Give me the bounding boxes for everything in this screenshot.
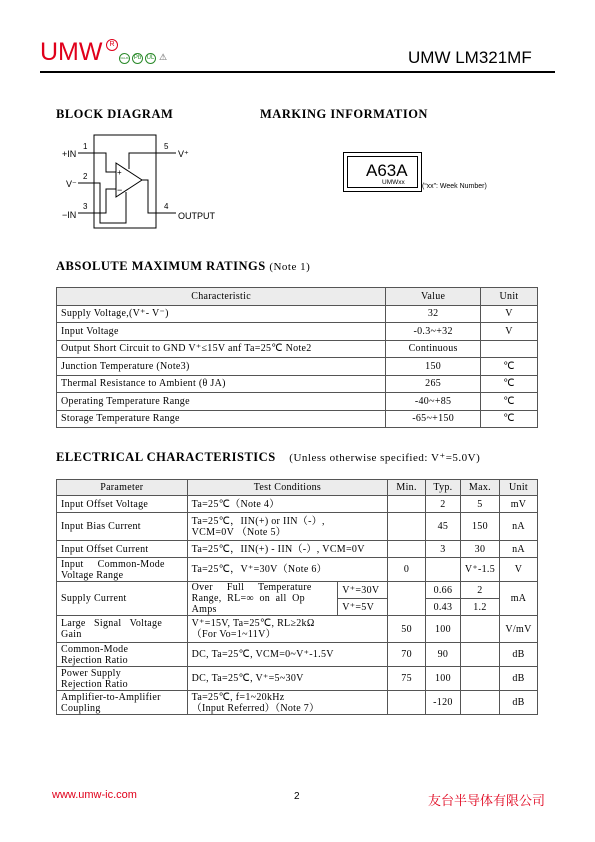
cell-line: Input Common-Mode [61,558,165,570]
table-cell: Thermal Resistance to Ambient (θ JA) [57,375,386,393]
table-cell: V/mV [500,616,538,643]
marking-code: A63A [366,161,408,180]
col-header: Unit [481,288,538,306]
table-cell: -40~+85 [386,393,481,411]
table-cell [57,643,188,667]
table-cell [460,643,499,667]
table-cell: Output Short Circuit to GND V⁺≤15V anf Ta=25℃ Note2 [57,340,386,358]
in-minus-wire [94,189,116,213]
pb-free-icon: Pb [132,53,143,64]
table-cell: Operating Temperature Range [57,393,386,411]
table-cell: 90 [426,643,461,667]
table-cell [388,582,426,616]
table-row [57,375,538,393]
table-cell: V [481,323,538,341]
table-cell: Supply Current [57,582,188,616]
cell-line: Coupling [61,702,101,714]
col-header: Test Conditions [187,480,388,496]
col-header: Parameter [57,480,188,496]
col-header: Unit [500,480,538,496]
part-number: UMW LM321MF [408,48,532,67]
cell-line: Amplifier-to-Amplifier [61,691,161,703]
cell-line: VCM=0V （Note 5） [191,526,287,538]
table-cell: V [481,305,538,323]
table-cell: Continuous [386,340,481,358]
table-cell: V⁺-1.5 [460,558,499,582]
in-plus-wire [94,153,116,172]
table-cell [481,340,538,358]
table-cell: Junction Temperature (Note3) [57,358,386,376]
table-cell: 265 [386,375,481,393]
cell-line: Power Supply [61,667,121,679]
table-cell [460,616,499,643]
table-cell: -65~+150 [386,410,481,428]
table-cell [57,691,188,715]
cell-line: Common-Mode [61,643,129,655]
pin3-label: −IN [62,210,77,220]
warning-icon: ⚠ [158,52,168,62]
table-cell: dB [500,667,538,691]
cell-line: Voltage Range [61,569,124,581]
table-cell: 150 [386,358,481,376]
marking-note: (“xx”: Week Number) [422,183,487,190]
table-cell: nA [500,541,538,558]
table-cell: Input Offset Current [57,541,188,558]
table-cell: 100 [426,616,461,643]
cell-line: Rejection Ratio [61,678,128,690]
table-header-row [57,480,538,496]
table-cell: ℃ [481,393,538,411]
table-cell: -0.3~+32 [386,323,481,341]
table-row [57,513,538,541]
table-row [57,643,538,667]
table-cell: V [500,558,538,582]
table-row [57,558,538,582]
cell-line: Ta=25℃, f=1~20kHz [191,691,285,703]
col-header: Characteristic [57,288,386,306]
table-row [57,393,538,411]
table-cell [187,513,388,541]
table-cell [187,691,388,715]
abs-max-title [56,259,310,274]
cell-line: Ta=25℃，IIN(+) or IIN（-）, [191,515,325,527]
table-cell: 5 [460,496,499,513]
block-diagram-title: BLOCK DIAGRAM [56,107,174,121]
table-cell: 2 [426,496,461,513]
table-cell: 1.2 [460,599,499,616]
table-cell [388,496,426,513]
table-cell: 45 [426,513,461,541]
cell-line: V⁺=15V, Ta=25℃, RL≥2kΩ [191,618,315,629]
table-row [57,323,538,341]
elec-title-text: ELECTRICAL CHARACTERISTICS [56,450,276,464]
table-cell: Ta=25℃（Note 4） [187,496,388,513]
table-cell: V⁺=5V [338,599,388,616]
table-cell: V⁺=30V [338,582,388,599]
table-cell [460,691,499,715]
cell-line: Over Full Temperature [191,582,312,593]
table-row [57,691,538,715]
table-cell: -120 [426,691,461,715]
table-row [57,358,538,376]
opamp-plus: + [117,168,122,177]
table-cell: Input Bias Current [57,513,188,541]
pin3-number: 3 [83,202,88,211]
pin4-label: OUTPUT [178,211,215,221]
table-cell: Storage Temperature Range [57,410,386,428]
table-cell [57,616,188,643]
table-cell: 50 [388,616,426,643]
marking-inner-box [347,156,418,188]
table-row [57,616,538,643]
table-row [57,496,538,513]
table-cell: 32 [386,305,481,323]
table-cell: dB [500,643,538,667]
pin1-label: +IN [62,149,77,159]
table-row [57,410,538,428]
table-cell: nA [500,513,538,541]
table-cell [426,558,461,582]
table-cell: Ta=25℃，IIN(+) - IIN（-）, VCM=0V [187,541,388,558]
footer-website-link[interactable]: www.umw-ic.com [52,789,137,801]
table-cell [388,691,426,715]
table-cell: mA [500,582,538,616]
cell-line: （For Vo=1~11V） [191,629,276,640]
table-cell: 0 [388,558,426,582]
cell-line: Large Signal Voltage [61,618,163,629]
table-cell: 2 [460,582,499,599]
table-row [57,340,538,358]
table-cell: ℃ [481,410,538,428]
opamp-minus: − [117,185,123,195]
table-cell [388,513,426,541]
table-cell: 75 [388,667,426,691]
cell-line: Gain [61,629,82,640]
brand-logo: UMW [40,38,103,66]
cell-line: （Input Referred）（Note 7） [191,702,320,714]
elec-note: (Unless otherwise specified: V⁺=5.0V) [289,452,481,464]
block-diagram [56,133,226,233]
cell-line: Rejection Ratio [61,654,128,666]
package-outline [94,135,156,228]
abs-max-table [56,287,538,428]
col-header: Typ. [426,480,461,496]
table-row [57,582,538,599]
col-header: Min. [388,480,426,496]
pin5-number: 5 [164,142,169,151]
table-cell: 150 [460,513,499,541]
vplus-wire [129,153,156,169]
company-name: 友台半导体有限公司 [428,793,546,808]
pin5-label: V⁺ [178,149,189,159]
abs-max-title-text: ABSOLUTE MAXIMUM RATINGS [56,259,266,273]
header-divider [40,71,555,73]
elec-table [56,479,538,715]
col-header: Value [386,288,481,306]
cell-line: Amps [191,604,217,615]
abs-max-note: (Note 1) [269,261,311,273]
marking-subcode: UMWxx [382,179,405,186]
table-row [57,305,538,323]
table-cell [57,558,188,582]
certification-icons [119,53,168,64]
table-cell: 0.66 [426,582,461,599]
table-cell: Ta=25℃，V⁺=30V（Note 6） [187,558,388,582]
pin4-number: 4 [164,202,169,211]
table-cell: ℃ [481,375,538,393]
registered-mark-icon: R [106,39,118,51]
marking-box [343,152,422,192]
table-row [57,541,538,558]
col-header: Max. [460,480,499,496]
table-cell: DC, Ta=25℃, V⁺=5~30V [187,667,388,691]
table-cell: Supply Voltage,(V⁺- V⁻) [57,305,386,323]
pin2-label: V⁻ [66,179,77,189]
pin1-number: 1 [83,142,88,151]
table-cell [57,667,188,691]
table-cell: 100 [426,667,461,691]
table-cell: Input Voltage [57,323,386,341]
table-cell: Input Offset Voltage [57,496,188,513]
output-wire [142,180,156,213]
table-cell: 3 [426,541,461,558]
elec-title [56,450,480,465]
pin2-number: 2 [83,172,88,181]
rohs-icon: RoHS [119,53,130,64]
table-cell: dB [500,691,538,715]
table-cell: ℃ [481,358,538,376]
table-cell [460,667,499,691]
table-cell [187,582,338,616]
page-number: 2 [294,791,300,802]
table-cell: 0.43 [426,599,461,616]
cell-line: Range, RL=∞ on all Op [191,593,305,604]
table-cell: 30 [460,541,499,558]
table-cell: mV [500,496,538,513]
table-row [57,667,538,691]
ul-icon: UL [145,53,156,64]
marking-info-title: MARKING INFORMATION [260,107,428,121]
table-cell: DC, Ta=25℃, VCM=0~V⁺-1.5V [187,643,388,667]
table-cell [187,616,388,643]
table-cell [388,541,426,558]
table-header-row [57,288,538,306]
table-cell: 70 [388,643,426,667]
